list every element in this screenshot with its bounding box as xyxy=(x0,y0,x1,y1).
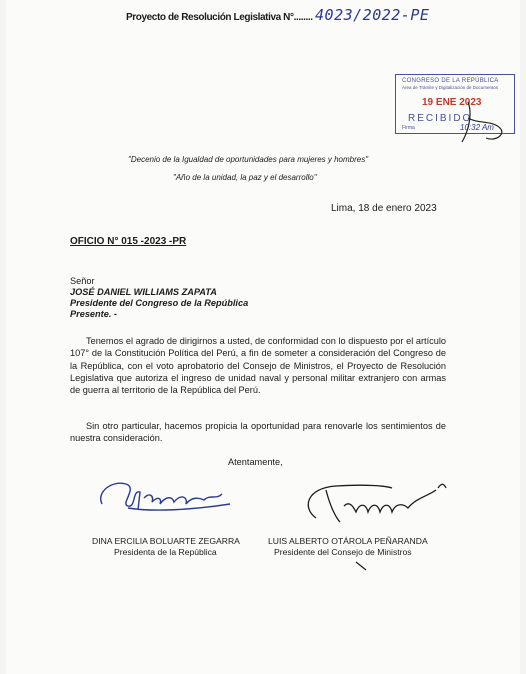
oficio-number: OFICIO N° 015 -2023 -PR xyxy=(70,236,187,247)
document-page xyxy=(6,0,520,674)
bill-number-header xyxy=(126,6,429,24)
signatory-2-name: LUIS ALBERTO OTÁROLA PEÑARANDA xyxy=(268,536,428,546)
signatory-1-name: DINA ERCILIA BOLUARTE ZEGARRA xyxy=(92,536,240,546)
stamp-received: RECIBIDO xyxy=(408,113,473,124)
salutation: Señor xyxy=(70,276,95,286)
bill-label: Proyecto de Resolución Legislativa N°........ xyxy=(126,12,313,23)
body-paragraph-1: Tenemos el agrado de dirigirnos a usted, de conformidad con lo dispuesto por el artículo 107° de la Constitución Política del Perú, a fin de someter a consideración del Congreso de la República, con el voto aprobatorio del Consejo de Ministros, el Proyecto de Resolución Legislativa que autoriza el ingreso de unidad naval y personal militar extranjero con armas de guerra al territorio de la República del Perú. xyxy=(70,336,446,396)
stamp-time: 10:32 Am xyxy=(460,123,494,132)
place-date: Lima, 18 de enero 2023 xyxy=(331,203,437,214)
bill-number: 4023/2022-PE xyxy=(315,6,430,24)
stamp-date: 19 ENE 2023 xyxy=(422,97,482,108)
recipient-name: JOSÉ DANIEL WILLIAMS ZAPATA xyxy=(70,287,217,297)
recipient-title: Presidente del Congreso de la República xyxy=(70,298,249,308)
signature-otarola xyxy=(296,478,456,538)
stamp-scribble xyxy=(456,98,516,148)
stamp-department: Área de Trámite y Digitalización de Documentos xyxy=(402,85,499,90)
presente: Presente. - xyxy=(70,309,117,319)
decenio-motto: "Decenio de la Igualdad de oportunidades para mujeres y hombres" xyxy=(128,155,369,164)
closing: Atentamente, xyxy=(228,457,283,467)
signatory-2-role: Presidente del Consejo de Ministros xyxy=(274,547,412,557)
stamp-firma-label: Firma xyxy=(402,125,415,131)
stamp-institution: CONGRESO DE LA REPÚBLICA xyxy=(402,78,499,84)
signature-boluarte xyxy=(92,474,242,524)
body-paragraph-2: Sin otro particular, hacemos propicia la oportunidad para renovarle los sentimientos de nuestra consideración. xyxy=(70,421,446,444)
signatory-1-role: Presidenta de la República xyxy=(114,547,217,557)
year-motto: "Año de la unidad, la paz y el desarrollo" xyxy=(173,173,317,182)
